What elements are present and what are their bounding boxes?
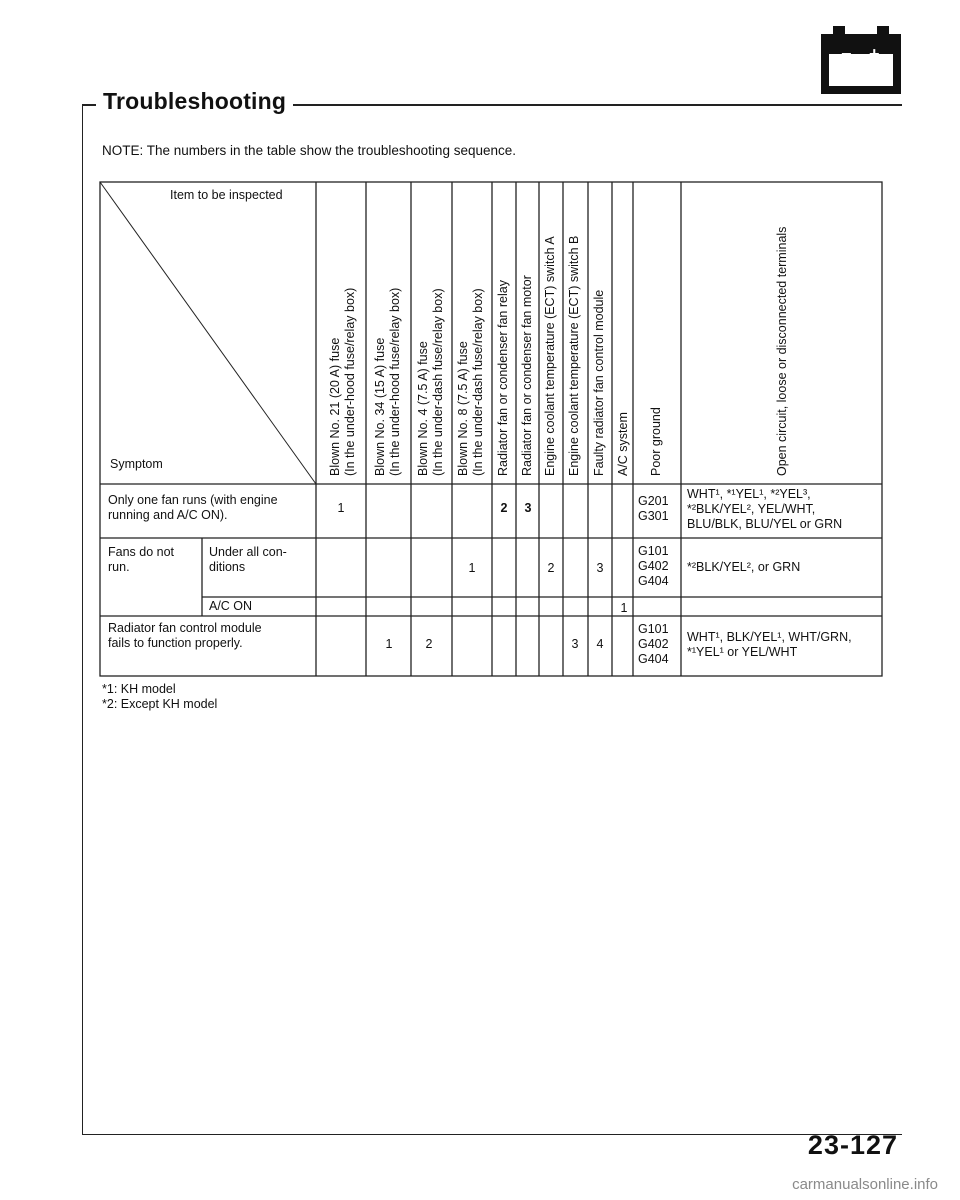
- footnote-2: *2: Except KH model: [102, 697, 218, 711]
- row1-step-fuse21: 1: [337, 501, 345, 515]
- row3-step-ac: 1: [620, 601, 628, 615]
- footnotes: [102, 682, 217, 712]
- row2-step-fuse8: 1: [468, 561, 476, 575]
- col-header-fan-control-module: Faulty radiator fan control module: [592, 289, 606, 476]
- col-header-fuse-34: Blown No. 34 (15 A) fuse (In the under-hood fuse/relay box): [373, 287, 402, 476]
- row1-wires: WHT¹, *¹YEL¹, *²YEL³, *²BLK/YEL², YEL/WHT, BLU/BLK, BLU/YEL or GRN: [687, 487, 843, 531]
- row1-ground: G201 G301: [638, 494, 669, 523]
- col-header-ect-switch-b: Engine coolant temperature (ECT) switch B: [567, 235, 581, 476]
- row4-wires: WHT¹, BLK/YEL¹, WHT/GRN, *¹YEL¹ or YEL/WHT: [687, 630, 852, 659]
- row2-step-module: 3: [596, 561, 604, 575]
- col-header-poor-ground: Poor ground: [649, 407, 663, 476]
- row2-symptom-group: Fans do not run.: [108, 545, 175, 574]
- row4-step-fuse8: 2: [425, 637, 433, 651]
- col-header-fuse-4: Blown No. 4 (7.5 A) fuse (In the under-dash fuse/relay box): [416, 288, 445, 476]
- battery-icon: [821, 34, 901, 94]
- troubleshooting-table: [98, 180, 884, 678]
- row2-condition: Under all con- ditions: [209, 545, 287, 574]
- row2-wires: *²BLK/YEL², or GRN: [687, 560, 801, 574]
- page-number: 23-127: [807, 1130, 898, 1160]
- page-title: Troubleshooting: [103, 88, 287, 114]
- row4-step-fuse4: 1: [385, 637, 393, 651]
- col-header-ac-system: A/C system: [616, 412, 630, 476]
- corner-symptom-label: Symptom: [110, 457, 163, 471]
- col-header-ect-switch-a: Engine coolant temperature (ECT) switch A: [543, 236, 557, 476]
- row1-step-motor: 3: [524, 501, 532, 515]
- heading-rule-left: [82, 104, 96, 106]
- col-header-fuse-21: Blown No. 21 (20 A) fuse (In the under-hood fuse/relay box): [328, 287, 357, 476]
- col-header-fan-motor: Radiator fan or condenser fan motor: [520, 275, 534, 476]
- col-header-fuse-8: Blown No. 8 (7.5 A) fuse (In the under-dash fuse/relay box): [456, 288, 485, 476]
- note-text: NOTE: The numbers in the table show the troubleshooting sequence.: [102, 143, 516, 158]
- row4-ground: G101 G402 G404: [638, 622, 669, 666]
- footnote-1: *1: KH model: [102, 682, 176, 696]
- row2-ground: G101 G402 G404: [638, 544, 669, 588]
- row1-symptom: Only one fan runs (with engine running and A/C ON).: [108, 493, 278, 522]
- row1-step-relay: 2: [500, 501, 508, 515]
- row3-condition: A/C ON: [209, 599, 253, 613]
- heading-rule-right: [293, 104, 902, 106]
- corner-item-label: Item to be inspected: [170, 188, 283, 202]
- col-header-open-circuit: Open circuit, loose or disconnected terminals: [775, 226, 789, 476]
- col-header-fan-relay: Radiator fan or condenser fan relay: [496, 280, 510, 476]
- row4-step-ect-b: 3: [571, 637, 579, 651]
- watermark: carmanualsonline.info: [792, 1176, 938, 1193]
- row4-step-module: 4: [596, 637, 604, 651]
- row4-symptom: Radiator fan control module fails to function properly.: [108, 621, 262, 650]
- row2-step-ect-a: 2: [547, 561, 555, 575]
